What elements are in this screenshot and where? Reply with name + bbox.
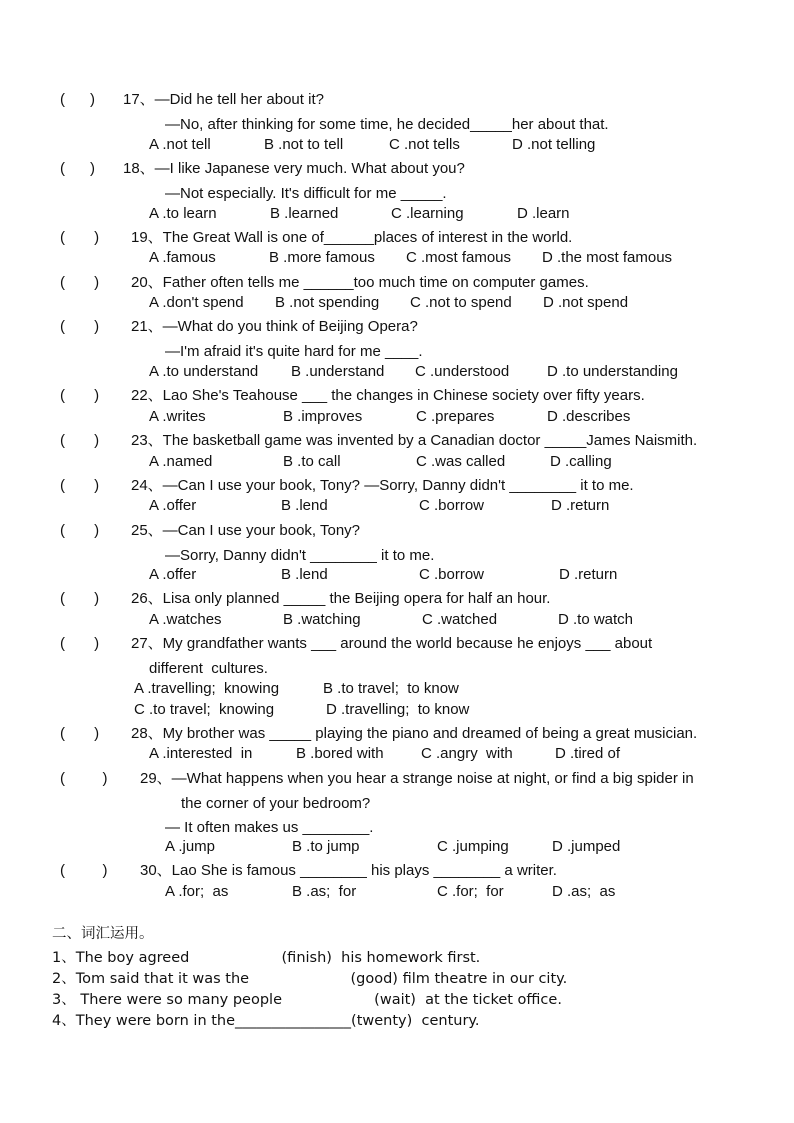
q20-stem: 20、Father often tells me ______too much time on computer games. bbox=[131, 274, 589, 291]
q27-option-b[interactable]: B .to travel; to know bbox=[323, 680, 459, 697]
q23-stem: 23、The basketball game was invented by a Canadian doctor _____James Naismith. bbox=[131, 432, 698, 449]
q22-stem: 22、Lao She's Teahouse ___ the changes in Chinese society over fifty years. bbox=[131, 387, 645, 404]
q25-paren[interactable]: ( ) bbox=[60, 522, 100, 539]
q21-stem: 21、—What do you think of Beijing Opera? bbox=[131, 318, 418, 335]
q21-option-a[interactable]: A .to understand bbox=[149, 363, 259, 380]
q30-option-a[interactable]: A .for; as bbox=[165, 883, 229, 900]
q28-stem: 28、My brother was _____ playing the piano and dreamed of being a great musician. bbox=[131, 725, 698, 742]
q26-stem: 26、Lisa only planned _____ the Beijing opera for half an hour. bbox=[131, 590, 551, 607]
q22-option-d[interactable]: D .describes bbox=[547, 408, 631, 425]
q19-option-c[interactable]: C .most famous bbox=[406, 249, 512, 266]
q24-paren[interactable]: ( ) bbox=[60, 477, 100, 494]
q26-paren[interactable]: ( ) bbox=[60, 590, 100, 607]
q29-option-b[interactable]: B .to jump bbox=[292, 838, 360, 855]
q24-option-c[interactable]: C .borrow bbox=[419, 497, 485, 514]
section-title: 二、词汇运用。 bbox=[52, 926, 154, 942]
q28-option-b[interactable]: B .bored with bbox=[296, 745, 384, 762]
q22-option-a[interactable]: A .writes bbox=[149, 408, 206, 425]
q29-option-c[interactable]: C .jumping bbox=[437, 838, 509, 855]
q21-option-d[interactable]: D .to understanding bbox=[547, 363, 678, 380]
q24-option-a[interactable]: A .offer bbox=[149, 497, 197, 514]
q30-option-c[interactable]: C .for; for bbox=[437, 883, 504, 900]
q22-paren[interactable]: ( ) bbox=[60, 387, 100, 404]
q18-option-d[interactable]: D .learn bbox=[517, 205, 570, 222]
vocab-item-2[interactable]: 2、Tom said that it was the (good) film theatre in our city. bbox=[52, 971, 568, 987]
q23-paren[interactable]: ( ) bbox=[60, 432, 100, 449]
q17-option-b[interactable]: B .not to tell bbox=[264, 136, 344, 153]
vocab-item-3[interactable]: 3、 There were so many people (wait) at the ticket office. bbox=[52, 992, 562, 1008]
q28-option-d[interactable]: D .tired of bbox=[555, 745, 621, 762]
q27-line2: different cultures. bbox=[149, 660, 268, 677]
q23-option-d[interactable]: D .calling bbox=[550, 453, 612, 470]
q25-option-a[interactable]: A .offer bbox=[149, 566, 197, 583]
q26-option-c[interactable]: C .watched bbox=[422, 611, 498, 628]
q18-option-a[interactable]: A .to learn bbox=[149, 205, 217, 222]
q17-line2: —No, after thinking for some time, he decided_____her about that. bbox=[165, 116, 609, 133]
q22-option-c[interactable]: C .prepares bbox=[416, 408, 495, 425]
q27-stem: 27、My grandfather wants ___ around the world because he enjoys ___ about bbox=[131, 635, 653, 652]
q27-paren[interactable]: ( ) bbox=[60, 635, 100, 652]
q18-option-b[interactable]: B .learned bbox=[270, 205, 339, 222]
q21-line2: —I'm afraid it's quite hard for me ____. bbox=[165, 343, 423, 360]
q29-line2: the corner of your bedroom? bbox=[181, 795, 371, 812]
q27-option-c[interactable]: C .to travel; knowing bbox=[134, 701, 275, 718]
q24-option-d[interactable]: D .return bbox=[551, 497, 610, 514]
q30-paren[interactable]: ( ) bbox=[60, 862, 108, 879]
q23-option-a[interactable]: A .named bbox=[149, 453, 213, 470]
q18-paren[interactable]: ( ) bbox=[60, 160, 95, 177]
q18-line2: —Not especially. It's difficult for me _____. bbox=[165, 185, 447, 202]
q24-option-b[interactable]: B .lend bbox=[281, 497, 328, 514]
q19-option-d[interactable]: D .the most famous bbox=[542, 249, 673, 266]
q29-option-a[interactable]: A .jump bbox=[165, 838, 216, 855]
q27-option-a[interactable]: A .travelling; knowing bbox=[134, 680, 280, 697]
q23-option-c[interactable]: C .was called bbox=[416, 453, 506, 470]
q29-line3: — It often makes us ________. bbox=[165, 819, 374, 836]
q21-option-b[interactable]: B .understand bbox=[291, 363, 385, 380]
q20-option-c[interactable]: C .not to spend bbox=[410, 294, 512, 311]
q19-option-b[interactable]: B .more famous bbox=[269, 249, 375, 266]
q25-option-b[interactable]: B .lend bbox=[281, 566, 328, 583]
q26-option-a[interactable]: A .watches bbox=[149, 611, 222, 628]
vocab-item-1[interactable]: 1、The boy agreed (finish) his homework first. bbox=[52, 950, 481, 966]
q30-option-b[interactable]: B .as; for bbox=[292, 883, 357, 900]
q27-option-d[interactable]: D .travelling; to know bbox=[326, 701, 470, 718]
q17-paren[interactable]: ( ) bbox=[60, 91, 95, 108]
q21-paren[interactable]: ( ) bbox=[60, 318, 100, 335]
q17-option-c[interactable]: C .not tells bbox=[389, 136, 460, 153]
q17-option-a[interactable]: A .not tell bbox=[149, 136, 211, 153]
q29-stem: 29、—What happens when you hear a strange noise at night, or find a big spider in bbox=[140, 770, 694, 787]
q19-stem: 19、The Great Wall is one of______places of interest in the world. bbox=[131, 229, 573, 246]
q17-option-d[interactable]: D .not telling bbox=[512, 136, 596, 153]
q26-option-d[interactable]: D .to watch bbox=[558, 611, 634, 628]
q20-option-b[interactable]: B .not spending bbox=[275, 294, 380, 311]
q25-stem: 25、—Can I use your book, Tony? bbox=[131, 522, 361, 539]
q18-option-c[interactable]: C .learning bbox=[391, 205, 464, 222]
q28-option-c[interactable]: C .angry with bbox=[421, 745, 513, 762]
vocab-item-4[interactable]: 4、They were born in the________________(twenty) century. bbox=[52, 1013, 480, 1029]
q19-paren[interactable]: ( ) bbox=[60, 229, 100, 246]
q18-stem: 18、—I like Japanese very much. What about you? bbox=[123, 160, 465, 177]
q25-option-c[interactable]: C .borrow bbox=[419, 566, 485, 583]
q20-paren[interactable]: ( ) bbox=[60, 274, 100, 291]
q29-option-d[interactable]: D .jumped bbox=[552, 838, 621, 855]
q20-option-a[interactable]: A .don't spend bbox=[149, 294, 244, 311]
q29-paren[interactable]: ( ) bbox=[60, 770, 108, 787]
q19-option-a[interactable]: A .famous bbox=[149, 249, 216, 266]
q30-option-d[interactable]: D .as; as bbox=[552, 883, 616, 900]
q24-stem: 24、—Can I use your book, Tony? —Sorry, Danny didn't ________ it to me. bbox=[131, 477, 634, 494]
q25-option-d[interactable]: D .return bbox=[559, 566, 618, 583]
q20-option-d[interactable]: D .not spend bbox=[543, 294, 629, 311]
q25-line2: —Sorry, Danny didn't ________ it to me. bbox=[165, 547, 435, 564]
q30-stem: 30、Lao She is famous ________ his plays ________ a writer. bbox=[140, 862, 557, 879]
q28-option-a[interactable]: A .interested in bbox=[149, 745, 253, 762]
q22-option-b[interactable]: B .improves bbox=[283, 408, 363, 425]
q17-stem: 17、—Did he tell her about it? bbox=[123, 91, 324, 108]
q21-option-c[interactable]: C .understood bbox=[415, 363, 510, 380]
q23-option-b[interactable]: B .to call bbox=[283, 453, 341, 470]
q26-option-b[interactable]: B .watching bbox=[283, 611, 361, 628]
q28-paren[interactable]: ( ) bbox=[60, 725, 100, 742]
